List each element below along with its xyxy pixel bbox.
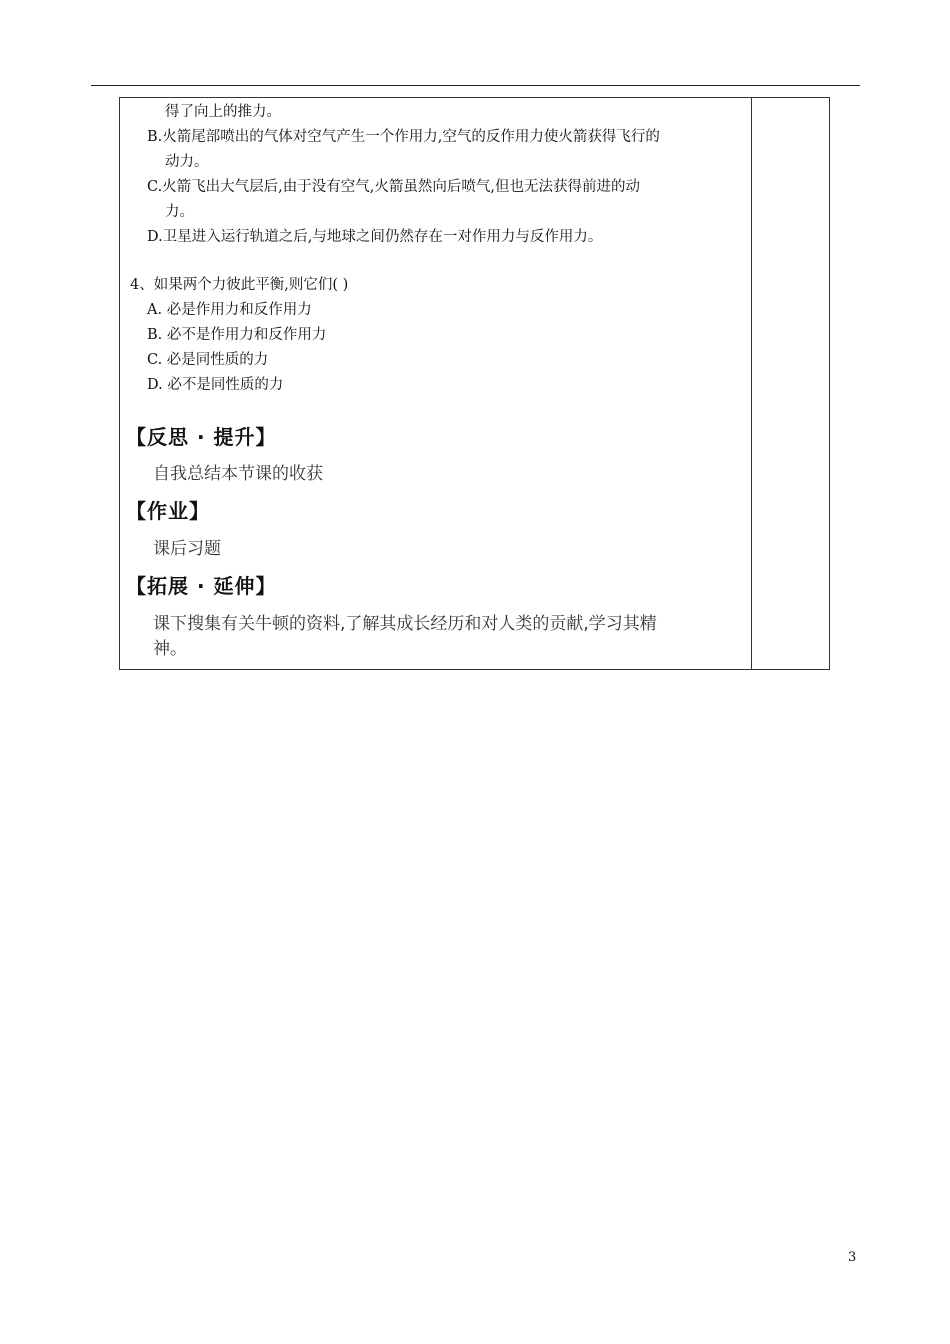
extend-body-line1: 课下搜集有关牛顿的资料,了解其成长经历和对人类的贡献,学习其精 [153,614,657,634]
homework-heading: 【作业】 [126,499,210,523]
q4-option-d: D. 必不是同性质的力 [147,377,284,393]
header-rule [91,85,860,86]
q3-option-b-line1: B.火箭尾部喷出的气体对空气产生一个作用力,空气的反作用力使火箭获得飞行的 [147,129,660,145]
page-number: 3 [848,1250,857,1265]
q3-option-c-line1: C.火箭飞出大气层后,由于没有空气,火箭虽然向后喷气,但也无法获得前进的动 [147,179,641,195]
homework-body: 课后习题 [153,539,221,559]
q3-option-d: D.卫星进入运行轨道之后,与地球之间仍然存在一对作用力与反作用力。 [147,229,603,245]
q3-option-c-line2: 力。 [165,204,194,220]
q3-option-b-line2: 动力。 [165,154,209,170]
q4-option-b: B. 必不是作用力和反作用力 [147,327,327,343]
extend-heading: 【拓展 · 延伸】 [126,574,277,598]
q4-option-a: A. 必是作用力和反作用力 [147,302,312,318]
notes-column-divider [751,97,752,670]
q4-stem: 4、如果两个力彼此平衡,则它们( ) [130,277,349,293]
q4-option-c: C. 必是同性质的力 [147,352,269,368]
extend-body-line2: 神。 [153,639,187,659]
reflect-heading: 【反思 · 提升】 [126,425,277,449]
reflect-body: 自我总结本节课的收获 [153,464,323,484]
q3-option-a-continued: 得了向上的推力。 [165,104,281,120]
